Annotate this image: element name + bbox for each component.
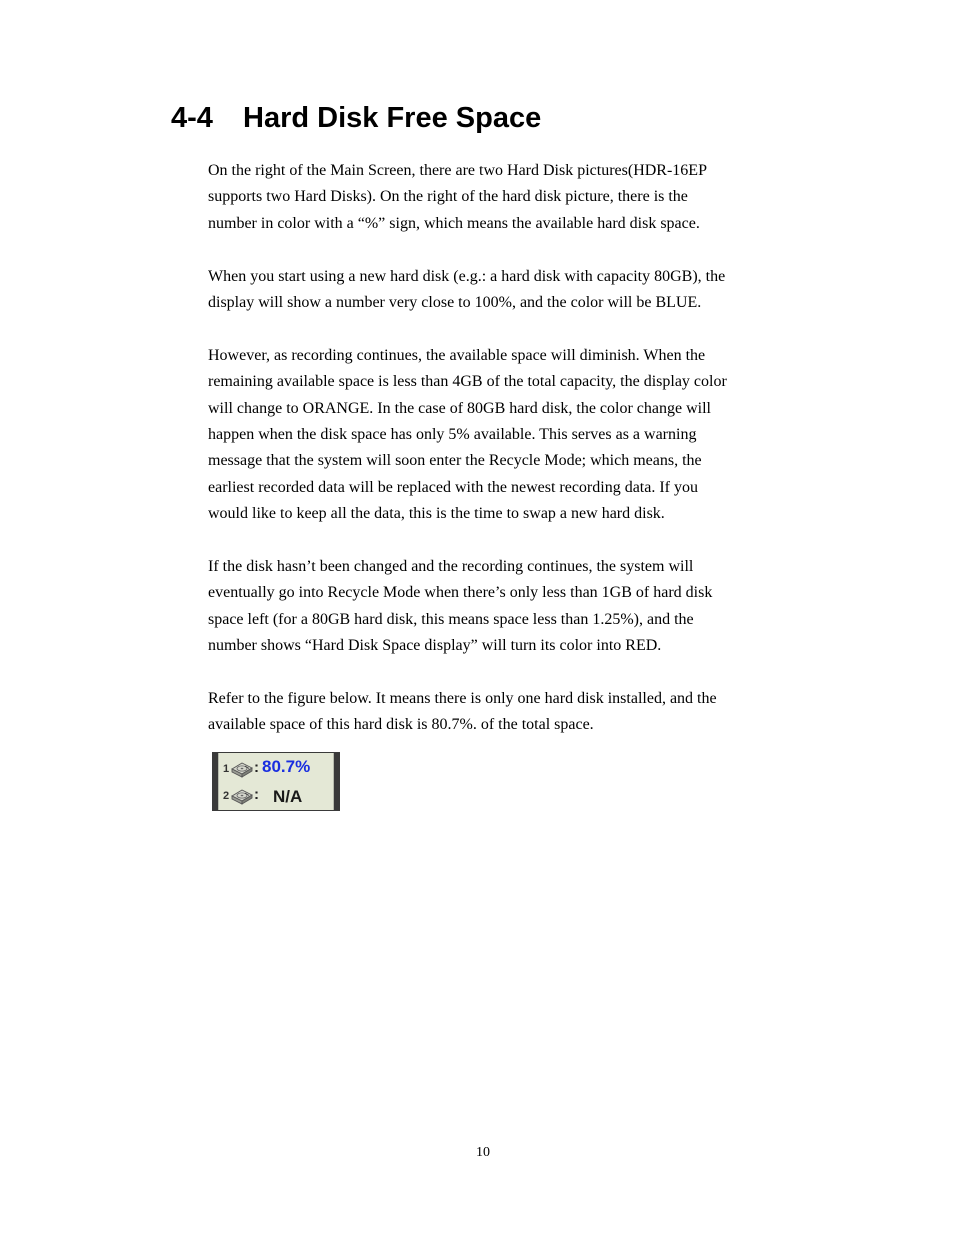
separator: : <box>254 786 259 803</box>
text-line: space left (for a 80GB hard disk, this means space less than 1.25%), and the <box>208 610 694 628</box>
text-line: message that the system will soon enter the Recycle Mode; which means, the <box>208 452 702 470</box>
hard-disk-row-1 <box>223 755 333 781</box>
text-line: Refer to the figure below. It means there is only one hard disk installed, and the <box>208 690 717 708</box>
paragraph <box>208 554 788 660</box>
hard-disk-icon <box>230 785 254 805</box>
hard-disk-icon <box>230 758 254 778</box>
section-title: Hard Disk Free Space <box>243 102 542 134</box>
paragraph <box>208 343 788 528</box>
text-line: display will show a number very close to 100%, and the color will be BLUE. <box>208 294 702 312</box>
text-line: number shows “Hard Disk Space display” will turn its color into RED. <box>208 637 662 655</box>
hard-disk-space-figure <box>212 752 340 811</box>
text-line: If the disk hasn’t been changed and the recording continues, the system will <box>208 558 694 576</box>
hard-disk-status-panel <box>218 753 334 810</box>
disk-free-space-value: N/A <box>273 787 303 806</box>
hard-disk-row-2 <box>223 782 333 808</box>
text-line: will change to ORANGE. In the case of 80GB hard disk, the color change will <box>208 399 711 417</box>
text-line: However, as recording continues, the available space will diminish. When the <box>208 346 706 364</box>
text-line: earliest recorded data will be replaced with the newest recording data. If you <box>208 478 699 496</box>
paragraph <box>208 158 788 237</box>
section-number: 4-4 <box>171 102 213 134</box>
text-line: number in color with a “%” sign, which means the available hard disk space. <box>208 214 700 232</box>
text-line: remaining available space is less than 4GB of the total capacity, the display color <box>208 373 727 391</box>
text-line: eventually go into Recycle Mode when there’s only less than 1GB of hard disk <box>208 584 713 602</box>
text-line: available space of this hard disk is 80.7%. of the total space. <box>208 716 594 734</box>
paragraph <box>208 686 788 739</box>
disk-index: 1 <box>223 763 230 775</box>
text-line: happen when the disk space has only 5% available. This serves as a warning <box>208 426 697 444</box>
disk-index: 2 <box>223 790 230 802</box>
separator: : <box>254 759 259 776</box>
page-number: 10 <box>476 1145 490 1160</box>
paragraph <box>208 264 788 317</box>
text-line: When you start using a new hard disk (e.g.: a hard disk with capacity 80GB), the <box>208 267 726 285</box>
text-line: On the right of the Main Screen, there are two Hard Disk pictures(HDR-16EP <box>208 162 707 179</box>
text-line: supports two Hard Disks). On the right of the hard disk picture, there is the <box>208 188 688 206</box>
text-line: would like to keep all the data, this is the time to swap a new hard disk. <box>208 505 665 523</box>
body-text <box>208 158 788 765</box>
disk-free-space-value: 80.7% <box>262 757 311 776</box>
section-heading <box>171 98 541 138</box>
